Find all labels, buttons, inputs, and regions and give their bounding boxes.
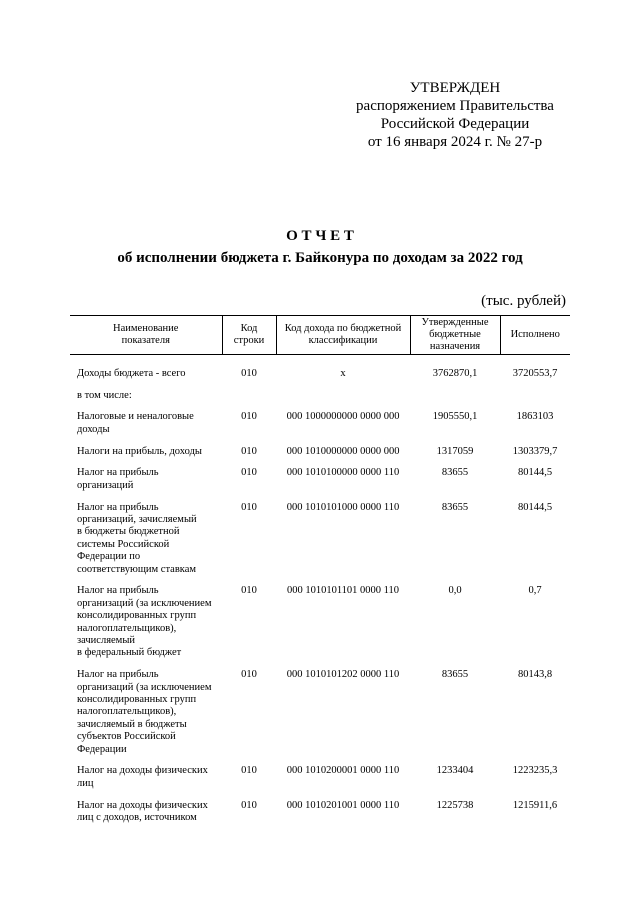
income-code-cell: 000 1000000000 0000 000 xyxy=(286,411,400,423)
executed-cell: 1215911,6 xyxy=(512,799,558,811)
report-subtitle: об исполнении бюджета г. Байконура по доходам за 2022 год xyxy=(117,250,523,266)
approval-block xyxy=(350,79,560,151)
executed-cell: 80143,8 xyxy=(517,669,553,681)
approval-heading: УТВЕРЖДЕН xyxy=(409,80,501,96)
table-header xyxy=(70,316,570,355)
row-name-cell: Налог на доходы физических лиц xyxy=(77,765,208,789)
executed-cell: 0,7 xyxy=(528,585,542,597)
budget-income-table xyxy=(70,315,570,829)
approved-cell: 83655 xyxy=(441,467,469,479)
income-code-cell: 000 1010100000 0000 110 xyxy=(286,467,400,479)
row-name-cell: Налог на доходы физических лиц с доходов, источником xyxy=(77,799,208,824)
table-row xyxy=(70,795,570,829)
approved-cell: 83655 xyxy=(441,669,469,681)
line-code-cell: 010 xyxy=(241,799,257,811)
table-row xyxy=(70,441,570,463)
table-row xyxy=(70,761,570,795)
income-code-cell: 000 1010200001 0000 110 xyxy=(286,765,400,777)
approved-cell: 0,0 xyxy=(448,585,462,597)
line-code-cell: 010 xyxy=(241,501,257,513)
line-code-cell: 010 xyxy=(241,669,257,681)
header-executed: Исполнено xyxy=(500,316,570,355)
row-name-cell: Налоговые и неналоговые доходы xyxy=(77,411,194,435)
row-name-cell: Налоги на прибыль, доходы xyxy=(77,445,202,457)
header-income-code: Код дохода по бюджетной классификации xyxy=(276,316,410,355)
line-code-cell: 010 xyxy=(241,467,257,479)
row-name-cell: Налог на прибыль организаций (за исключением консолидированных групп налогоплательщиков), зачисляемый в бюджеты субъектов Российской Федерации xyxy=(77,669,212,755)
income-code-cell: 000 1010101000 0000 110 xyxy=(286,501,400,513)
table-row xyxy=(70,385,570,407)
executed-cell xyxy=(500,385,570,407)
approved-cell: 1225738 xyxy=(436,799,474,811)
approved-cell: 83655 xyxy=(441,501,469,513)
approved-cell: 3762870,1 xyxy=(432,367,478,379)
table-row xyxy=(70,355,570,386)
row-name-cell: Налог на прибыль организаций xyxy=(77,467,159,491)
row-name-cell: в том числе: xyxy=(77,389,132,401)
income-code-cell: 000 1010201001 0000 110 xyxy=(286,799,400,811)
table-row xyxy=(70,665,570,761)
row-name-cell: Доходы бюджета - всего xyxy=(77,367,186,379)
income-code-cell: x xyxy=(340,367,346,379)
report-title: О Т Ч Е Т xyxy=(286,228,354,244)
table-row xyxy=(70,407,570,441)
line-code-cell: 010 xyxy=(241,445,257,457)
income-code-cell xyxy=(276,385,410,407)
income-code-cell: 000 1010101202 0000 110 xyxy=(286,669,400,681)
table-row xyxy=(70,497,570,581)
table-row xyxy=(70,463,570,497)
approval-line-federation: Российской Федерации xyxy=(380,116,530,132)
executed-cell: 1863103 xyxy=(516,411,554,423)
income-code-cell: 000 1010101101 0000 110 xyxy=(286,585,400,597)
executed-cell: 1223235,3 xyxy=(512,765,558,777)
line-code-cell xyxy=(222,385,276,407)
header-indicator-name: Наименование показателя xyxy=(70,316,222,355)
executed-cell: 1303379,7 xyxy=(512,445,558,457)
approved-cell xyxy=(410,385,500,407)
row-name-cell: Налог на прибыль организаций (за исключением консолидированных групп налогоплательщиков), зачисляемый в федеральный бюджет xyxy=(77,585,212,659)
line-code-cell: 010 xyxy=(241,585,257,597)
header-line-code: Код строки xyxy=(222,316,276,355)
executed-cell: 80144,5 xyxy=(517,467,553,479)
line-code-cell: 010 xyxy=(241,411,257,423)
income-code-cell: 000 1010000000 0000 000 xyxy=(286,445,400,457)
line-code-cell: 010 xyxy=(241,765,257,777)
approval-line-decree: распоряжением Правительства xyxy=(356,98,554,114)
units-note: (тыс. рублей) xyxy=(481,293,566,309)
approved-cell: 1233404 xyxy=(436,765,474,777)
approval-line-date-number: от 16 января 2024 г. № 27-р xyxy=(367,134,543,150)
header-approved: Утвержденные бюджетные назначения xyxy=(410,316,500,355)
executed-cell: 80144,5 xyxy=(517,501,553,513)
header-row xyxy=(70,316,570,355)
approved-cell: 1905550,1 xyxy=(432,411,478,423)
executed-cell: 3720553,7 xyxy=(512,367,558,379)
row-name-cell: Налог на прибыль организаций, зачисляемый в бюджеты бюджетной системы Российской Федерации по соответствующим ставкам xyxy=(77,501,197,575)
table-body xyxy=(70,355,570,830)
approved-cell: 1317059 xyxy=(436,445,474,457)
line-code-cell: 010 xyxy=(241,367,257,379)
table-row xyxy=(70,581,570,665)
